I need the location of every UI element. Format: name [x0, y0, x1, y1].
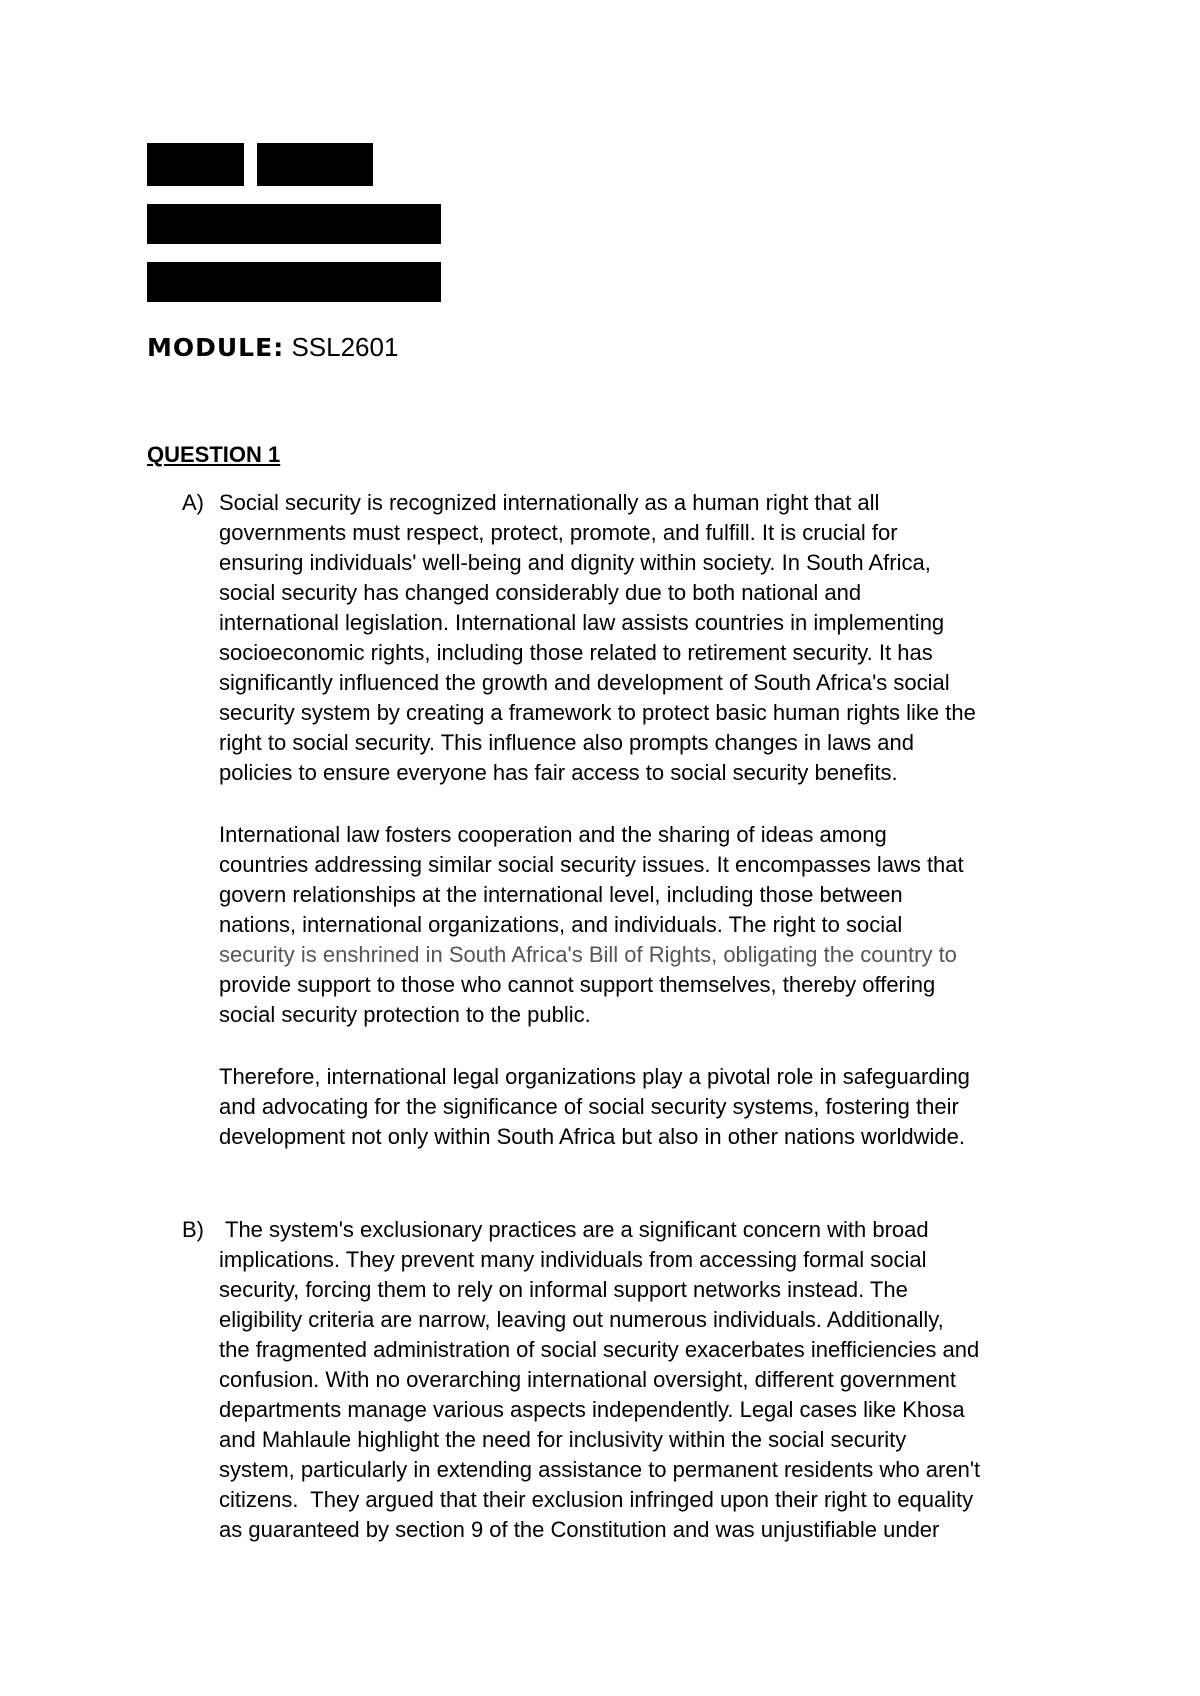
text-line: security is enshrined in South Africa's Bill of Rights, obligating the country to: [219, 942, 957, 967]
text-line: eligibility criteria are narrow, leaving out numerous individuals. Additionally,: [219, 1307, 944, 1332]
text-line: as guaranteed by section 9 of the Constitution and was unjustifiable under: [219, 1517, 940, 1542]
text-line: and advocating for the significance of social security systems, fostering their: [219, 1094, 959, 1119]
text-line: right to social security. This influence also prompts changes in laws and: [219, 730, 914, 755]
text-line: citizens. They argued that their exclusion infringed upon their right to equality: [219, 1487, 974, 1512]
redaction-bar: [257, 143, 373, 186]
text-line: international legislation. International law assists countries in implementing: [219, 610, 945, 635]
text-line: socioeconomic rights, including those related to retirement security. It has: [219, 640, 933, 665]
part-b-marker: B): [182, 1217, 204, 1242]
text-line: countries addressing similar social security issues. It encompasses laws that: [219, 852, 964, 877]
text-line: system, particularly in extending assistance to permanent residents who aren't: [219, 1457, 981, 1482]
text-line: policies to ensure everyone has fair access to social security benefits.: [219, 760, 898, 785]
question-heading: QUESTION 1: [147, 442, 281, 467]
part-b-paragraph: [219, 1215, 1069, 1545]
text-line: social security protection to the public.: [219, 1002, 591, 1027]
text-line: security, forcing them to rely on informal support networks instead. The: [219, 1277, 908, 1302]
part-a-marker: A): [182, 490, 204, 515]
text-line: implications. They prevent many individuals from accessing formal social: [219, 1247, 927, 1272]
text-line: the fragmented administration of social security exacerbates inefficiencies and: [219, 1337, 980, 1362]
redaction-bar: [147, 143, 244, 186]
text-line: security system by creating a framework to protect basic human rights like the: [219, 700, 976, 725]
text-line: significantly influenced the growth and development of South Africa's social: [219, 670, 950, 695]
text-line: confusion. With no overarching international oversight, different government: [219, 1367, 957, 1392]
redaction-bar: [147, 262, 441, 302]
text-line: nations, international organizations, and individuals. The right to social: [219, 912, 903, 937]
module-line: [147, 327, 398, 368]
part-a-paragraph-2: [219, 820, 1069, 1030]
text-line: governments must respect, protect, promote, and fulfill. It is crucial for: [219, 520, 898, 545]
text-line: development not only within South Africa but also in other nations worldwide.: [219, 1124, 965, 1149]
text-line: The system's exclusionary practices are a significant concern with broad: [225, 1217, 929, 1242]
part-a-paragraph-3: [219, 1062, 1069, 1152]
text-line: social security has changed considerably due to both national and: [219, 580, 862, 605]
redaction-bar: [147, 204, 441, 244]
text-line: and Mahlaule highlight the need for inclusivity within the social security: [219, 1427, 907, 1452]
text-line: Social security is recognized internationally as a human right that all: [219, 490, 880, 515]
part-a-paragraph-1: [219, 488, 1069, 788]
text-line: Therefore, international legal organizations play a pivotal role in safeguarding: [219, 1064, 970, 1089]
text-line: govern relationships at the international level, including those between: [219, 882, 903, 907]
module-label: MODULE:: [147, 333, 285, 362]
text-line: provide support to those who cannot support themselves, thereby offering: [219, 972, 936, 997]
module-code: SSL2601: [291, 332, 399, 362]
text-line: International law fosters cooperation and the sharing of ideas among: [219, 822, 887, 847]
text-line: departments manage various aspects independently. Legal cases like Khosa: [219, 1397, 965, 1422]
text-line: ensuring individuals' well-being and dignity within society. In South Africa,: [219, 550, 931, 575]
